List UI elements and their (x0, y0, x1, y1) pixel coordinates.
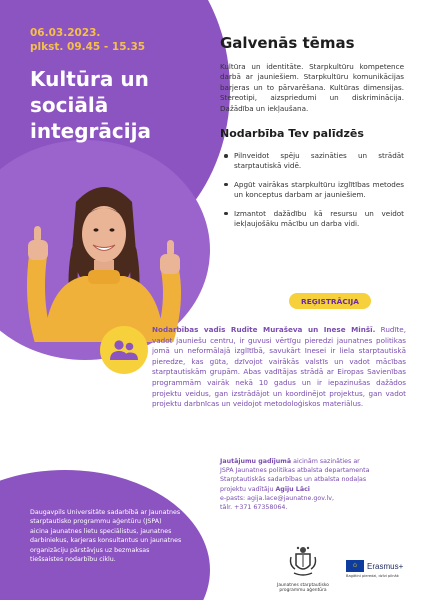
benefits-heading: Nodarbība Tev palīdzēs (220, 127, 364, 141)
people-badge (100, 326, 148, 374)
topics-text: Kultūra un identitāte. Starpkultūru kompetence darbā ar jauniešiem. Starpkultūru komunikācijas barjeras un to pārvarēšana. Kultūras dimensijas. Stereotipi, aizspriedumi un diskriminācija. Dažādība un iekļaušana. (220, 62, 404, 113)
registration-button[interactable]: REĢISTRĀCIJA (289, 293, 371, 309)
woman-photo (14, 172, 194, 342)
contact-phone: tālr. +371 67358064. (220, 504, 288, 512)
lecturer-info (152, 325, 406, 410)
benefit-item: Pilnveidot spēju sazināties un strādāt starptautiskā vidē. (220, 151, 404, 172)
event-date: 06.03.2023. (30, 27, 101, 39)
lecturer-lead: Nodarbības vadīs Rudīte Muraševa un Inese Minšī. (152, 325, 376, 334)
benefit-item: Izmantot dažādību kā resursu un veidot iekļaujošāku mācību un darba vidi. (220, 209, 404, 230)
lecturer-text: Rudīte, vadot jauniešu centru, ir guvusi vērtīgu pieredzi jaunatnes politikas jomā un neformālajā izglītībā, savukārt Inesei ir liela starptautiskā pieredze, kas gūta, dzīvojot vairākās valstīs un vadot mācības starptautiskām grupām. Abas vadītājas strādā ar Eiropas Savienības programmām vairāk nekā 10 gadus un ir iepazinušas dažādos projektu veidus, gan izstrādājot un koordinējot projektus, gan vadot projektu darbnīcas un veidojot metodoloģiskos materiālus. (152, 325, 406, 409)
contact-name: Agiju Lāci (275, 485, 310, 493)
contact-info (220, 457, 370, 512)
erasmus-caption: Bagātini pieredzi, dzīvi pilnāk (346, 574, 399, 578)
contact-email[interactable]: e-pasts: agija.lace@jaunatne.gov.lv, (220, 494, 334, 502)
contact-lead: Jautājumu gadījumā (220, 458, 292, 465)
benefit-item: Apgūt vairākas starpkultūru izglītības metodes un konceptus darbam ar jauniešiem. (220, 180, 404, 201)
coat-of-arms-icon (288, 543, 318, 577)
topics-heading: Galvenās tēmas (220, 34, 355, 52)
right-column (220, 34, 404, 237)
people-icon (110, 339, 138, 361)
event-time: plkst. 09.45 - 15.35 (30, 41, 146, 53)
jspa-caption: Jaunatnes starptautisko programmu aģentūra (277, 583, 329, 594)
event-title: Kultūra un sociālā integrācija (30, 67, 151, 143)
jspa-logo (270, 543, 336, 594)
erasmus-wordmark: Erasmus+ (367, 561, 404, 571)
footer-text: Daugavpils Universitāte sadarbībā ar Jaunatnes starptautisko programmu aģentūru (JSPA) aicina jaunatnes lietu speciālistus, jaunatnes darbiniekus, karjeras konsultantus un jaunatnes organizāciju pārstāvjus uz bezmaksas tiešsaistes nodarbību ciklu. (30, 509, 182, 564)
erasmus-logo (346, 560, 416, 578)
benefits-list (220, 151, 404, 229)
contact-text: aicinām sazināties ar JSPA Jaunatnes politikas atbalsta departamenta Starptautiskās sadarbības un atbalsta nodaļas projektu vadītāju (220, 458, 370, 493)
eu-flag-icon: ✩ (346, 560, 364, 572)
